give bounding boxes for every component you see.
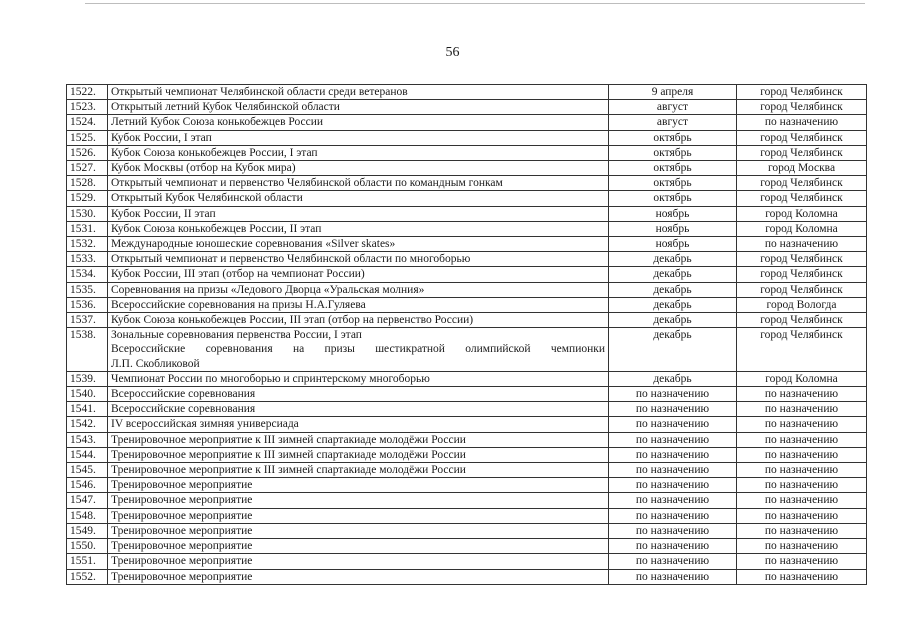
event-name: Открытый чемпионат Челябинской области среди ветеранов <box>108 85 609 100</box>
event-name: Тренировочное мероприятие <box>108 478 609 493</box>
event-name: Кубок Союза конькобежцев России, III этап (отбор на первенство России) <box>108 313 609 328</box>
table-row <box>67 569 867 584</box>
event-date: по назначению <box>609 493 737 508</box>
event-name: Открытый Кубок Челябинской области <box>108 191 609 206</box>
event-place: город Москва <box>737 161 867 176</box>
event-place: город Челябинск <box>737 282 867 297</box>
row-number: 1549. <box>67 523 108 538</box>
row-number: 1548. <box>67 508 108 523</box>
event-place: по назначению <box>737 402 867 417</box>
event-name: Тренировочное мероприятие <box>108 508 609 523</box>
row-number: 1536. <box>67 297 108 312</box>
event-place: по назначению <box>737 387 867 402</box>
event-date: по назначению <box>609 417 737 432</box>
events-table <box>66 84 867 585</box>
event-date: декабрь <box>609 371 737 386</box>
event-date: октябрь <box>609 176 737 191</box>
row-number: 1541. <box>67 402 108 417</box>
event-place: по назначению <box>737 539 867 554</box>
table-row <box>67 85 867 100</box>
event-name: Открытый летний Кубок Челябинской области <box>108 100 609 115</box>
event-place: по назначению <box>737 478 867 493</box>
table-row <box>67 493 867 508</box>
event-date: по назначению <box>609 463 737 478</box>
row-number: 1533. <box>67 252 108 267</box>
event-date: август <box>609 100 737 115</box>
event-date: ноябрь <box>609 221 737 236</box>
row-number: 1526. <box>67 145 108 160</box>
table-row <box>67 206 867 221</box>
event-place: город Челябинск <box>737 252 867 267</box>
table-row <box>67 221 867 236</box>
event-date: по назначению <box>609 508 737 523</box>
table-row <box>67 523 867 538</box>
table-row <box>67 417 867 432</box>
row-number: 1537. <box>67 313 108 328</box>
event-date: 9 апреля <box>609 85 737 100</box>
event-date: по назначению <box>609 387 737 402</box>
event-name: Всероссийские соревнования <box>108 402 609 417</box>
event-date: по назначению <box>609 432 737 447</box>
table-row <box>67 100 867 115</box>
table-row <box>67 387 867 402</box>
table-row <box>67 554 867 569</box>
table-row <box>67 130 867 145</box>
event-date: декабрь <box>609 328 737 372</box>
event-date: декабрь <box>609 252 737 267</box>
event-place: город Челябинск <box>737 130 867 145</box>
event-place: по назначению <box>737 508 867 523</box>
table-row <box>67 252 867 267</box>
event-place: по назначению <box>737 523 867 538</box>
table-row <box>67 297 867 312</box>
table-body <box>67 85 867 585</box>
event-name <box>108 328 609 372</box>
event-name: Тренировочное мероприятие <box>108 493 609 508</box>
event-place: по назначению <box>737 237 867 252</box>
table-row <box>67 145 867 160</box>
event-date: декабрь <box>609 282 737 297</box>
event-place: город Коломна <box>737 206 867 221</box>
table-row <box>67 282 867 297</box>
page-number: 56 <box>445 45 460 60</box>
event-date: по назначению <box>609 523 737 538</box>
event-place: по назначению <box>737 447 867 462</box>
table-row <box>67 463 867 478</box>
table-row <box>67 328 867 372</box>
event-name: Чемпионат России по многоборью и спринтерскому многоборью <box>108 371 609 386</box>
event-name-line: Зональные соревнования первенства России, I этап <box>111 329 362 342</box>
event-name: Всероссийские соревнования на призы Н.А.Гуляева <box>108 297 609 312</box>
top-divider <box>85 3 865 4</box>
event-place: город Челябинск <box>737 100 867 115</box>
row-number: 1544. <box>67 447 108 462</box>
row-number: 1522. <box>67 85 108 100</box>
row-number: 1546. <box>67 478 108 493</box>
table-row <box>67 371 867 386</box>
event-place: город Коломна <box>737 371 867 386</box>
table-row <box>67 447 867 462</box>
table-row <box>67 115 867 130</box>
row-number: 1523. <box>67 100 108 115</box>
row-number: 1552. <box>67 569 108 584</box>
table-row <box>67 313 867 328</box>
row-number: 1525. <box>67 130 108 145</box>
table-row <box>67 176 867 191</box>
row-number: 1545. <box>67 463 108 478</box>
event-name: Тренировочное мероприятие <box>108 554 609 569</box>
event-place: город Челябинск <box>737 313 867 328</box>
row-number: 1527. <box>67 161 108 176</box>
event-place: по назначению <box>737 463 867 478</box>
event-name: Тренировочное мероприятие <box>108 539 609 554</box>
event-date: по назначению <box>609 478 737 493</box>
row-number: 1530. <box>67 206 108 221</box>
row-number: 1538. <box>67 328 108 372</box>
row-number: 1531. <box>67 221 108 236</box>
event-date: октябрь <box>609 161 737 176</box>
table-row <box>67 161 867 176</box>
event-date: октябрь <box>609 130 737 145</box>
event-date: декабрь <box>609 313 737 328</box>
event-place: город Челябинск <box>737 191 867 206</box>
event-date: по назначению <box>609 554 737 569</box>
row-number: 1543. <box>67 432 108 447</box>
row-number: 1524. <box>67 115 108 130</box>
event-name-line: Всероссийские соревнования на призы шестикратной олимпийской чемпионки <box>111 343 605 356</box>
row-number: 1535. <box>67 282 108 297</box>
table-row <box>67 478 867 493</box>
row-number: 1550. <box>67 539 108 554</box>
event-place: город Челябинск <box>737 328 867 372</box>
event-name: Всероссийские соревнования <box>108 387 609 402</box>
row-number: 1532. <box>67 237 108 252</box>
event-name: Тренировочное мероприятие <box>108 569 609 584</box>
event-date: ноябрь <box>609 237 737 252</box>
row-number: 1551. <box>67 554 108 569</box>
row-number: 1539. <box>67 371 108 386</box>
event-place: город Челябинск <box>737 176 867 191</box>
row-number: 1528. <box>67 176 108 191</box>
event-name: Кубок России, III этап (отбор на чемпионат России) <box>108 267 609 282</box>
table-row <box>67 191 867 206</box>
event-place: по назначению <box>737 417 867 432</box>
event-place: по назначению <box>737 493 867 508</box>
event-date: ноябрь <box>609 206 737 221</box>
table-row <box>67 432 867 447</box>
event-name: Кубок Союза конькобежцев России, I этап <box>108 145 609 160</box>
event-date: октябрь <box>609 191 737 206</box>
event-date: декабрь <box>609 297 737 312</box>
event-place: по назначению <box>737 115 867 130</box>
event-place: город Челябинск <box>737 145 867 160</box>
table-row <box>67 539 867 554</box>
event-name: Открытый чемпионат и первенство Челябинской области по командным гонкам <box>108 176 609 191</box>
event-name: Международные юношеские соревнования «Silver skates» <box>108 237 609 252</box>
event-date: по назначению <box>609 539 737 554</box>
event-place: город Вологда <box>737 297 867 312</box>
row-number: 1529. <box>67 191 108 206</box>
table-row <box>67 267 867 282</box>
row-number: 1540. <box>67 387 108 402</box>
event-name: IV всероссийская зимняя универсиада <box>108 417 609 432</box>
event-date: по назначению <box>609 402 737 417</box>
event-place: по назначению <box>737 569 867 584</box>
event-date: декабрь <box>609 267 737 282</box>
event-date: по назначению <box>609 447 737 462</box>
event-name: Тренировочное мероприятие к III зимней спартакиаде молодёжи России <box>108 463 609 478</box>
event-name: Соревнования на призы «Ледового Дворца «Уральская молния» <box>108 282 609 297</box>
event-date: октябрь <box>609 145 737 160</box>
event-date: август <box>609 115 737 130</box>
event-name: Открытый чемпионат и первенство Челябинской области по многоборью <box>108 252 609 267</box>
event-name-line: Л.П. Скобликовой <box>111 357 200 370</box>
table-row <box>67 402 867 417</box>
event-place: город Челябинск <box>737 85 867 100</box>
row-number: 1547. <box>67 493 108 508</box>
event-name: Кубок Союза конькобежцев России, II этап <box>108 221 609 236</box>
event-name: Тренировочное мероприятие <box>108 523 609 538</box>
event-name: Кубок России, I этап <box>108 130 609 145</box>
row-number: 1542. <box>67 417 108 432</box>
event-name: Кубок России, II этап <box>108 206 609 221</box>
event-name: Тренировочное мероприятие к III зимней спартакиаде молодёжи России <box>108 432 609 447</box>
event-place: город Челябинск <box>737 267 867 282</box>
table-row <box>67 508 867 523</box>
event-place: по назначению <box>737 554 867 569</box>
event-place: город Коломна <box>737 221 867 236</box>
row-number: 1534. <box>67 267 108 282</box>
event-name: Летний Кубок Союза конькобежцев России <box>108 115 609 130</box>
event-name: Тренировочное мероприятие к III зимней спартакиаде молодёжи России <box>108 447 609 462</box>
event-name: Кубок Москвы (отбор на Кубок мира) <box>108 161 609 176</box>
table-row <box>67 237 867 252</box>
event-date: по назначению <box>609 569 737 584</box>
event-place: по назначению <box>737 432 867 447</box>
